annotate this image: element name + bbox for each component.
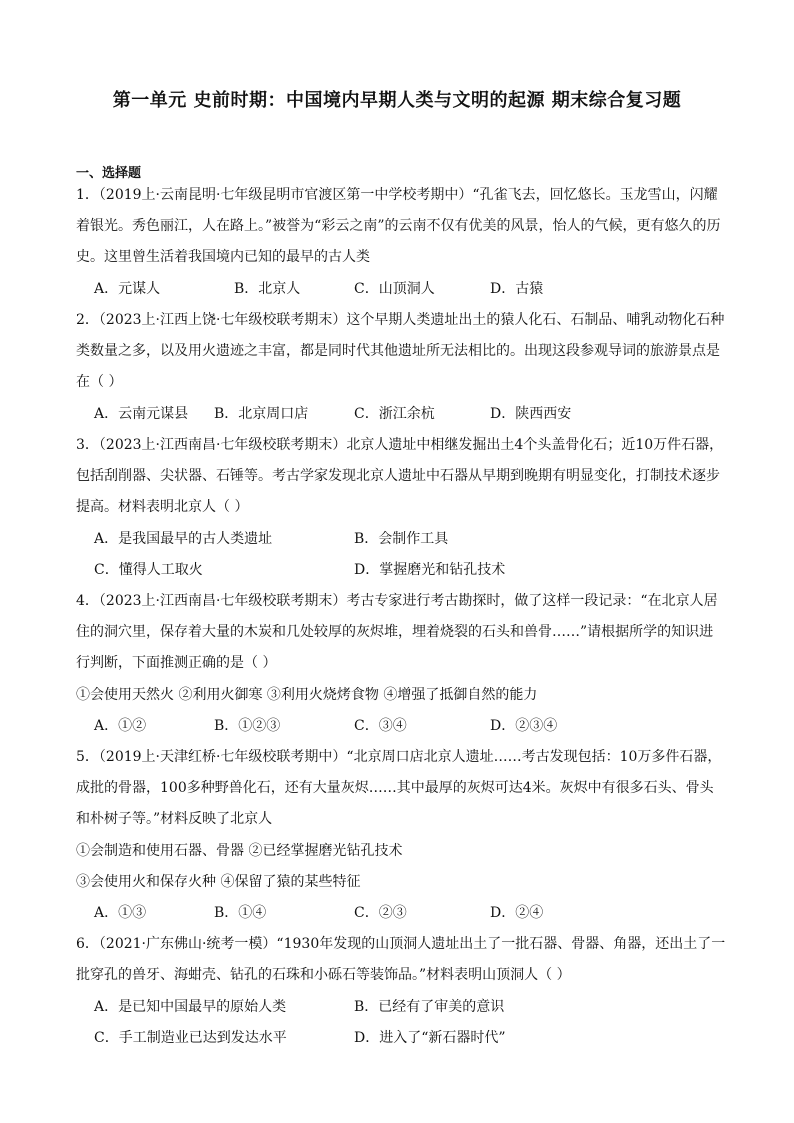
question-4-text: 4．（2023上·江西南昌·七年级校联考期末）考古专家进行考古勘探时，做了这样一段记录：“在北京人居住的洞穴里，保存着大量的木炭和几处较厚的灰烬堆，埋着烧裂的石头和兽骨……”请根据所学的知识进行判断，下面推测正确的是（ ）: [76, 593, 718, 671]
option-c[interactable]: C．③④: [354, 718, 407, 734]
option-b[interactable]: B．会制作工具: [354, 531, 449, 547]
question-6: [76, 929, 726, 991]
option-b[interactable]: B．北京周口店: [214, 406, 309, 422]
option-c[interactable]: C．懂得人工取火: [94, 562, 203, 578]
option-a[interactable]: A．是已知中国最早的原始人类: [94, 999, 287, 1015]
question-5-statements-2: ③会使用火和保存火种 ④保留了猿的某些特征: [76, 874, 361, 890]
question-3-text: 3．（2023上·江西南昌·七年级校联考期末）北京人遗址中相继发掘出土4个头盖骨化石；近10万件石器，包括刮削器、尖状器、石锤等。考古学家发现北京人遗址中石器从早期到晚期有明显变化，打制技术逐步提高。材料表明北京人（ ）: [76, 437, 724, 515]
question-2: [76, 305, 726, 398]
option-b[interactable]: B．已经有了审美的意识: [354, 999, 505, 1015]
option-a[interactable]: A．云南元谋县: [94, 406, 189, 422]
option-d[interactable]: D．陕西西安: [490, 406, 572, 422]
question-3: [76, 430, 726, 523]
option-d[interactable]: D．古猿: [490, 281, 544, 297]
question-6-text: 6．（2021·广东佛山·统考一模）“1930年发现的山顶洞人遗址出土了一批石器、骨器、角器，还出土了一批穿孔的兽牙、海蚶壳、钻孔的石珠和小砾石等装饰品。”材料表明山顶洞人（ ）: [76, 936, 726, 983]
option-d[interactable]: D．②③④: [490, 718, 558, 734]
option-d[interactable]: D．掌握磨光和钻孔技术: [354, 562, 506, 578]
option-c[interactable]: C．②③: [354, 905, 407, 921]
option-c[interactable]: C．浙江余杭: [354, 406, 435, 422]
option-a[interactable]: A．是我国最早的古人类遗址: [94, 531, 273, 547]
question-4-statements: ①会使用天然火 ②利用火御寒 ③利用火烧烤食物 ④增强了抵御自然的能力: [76, 687, 538, 703]
option-d[interactable]: D．进入了“新石器时代”: [354, 1030, 506, 1046]
question-5-text: 5．（2019上·天津红桥·七年级校联考期中）“北京周口店北京人遗址……考古发现包括：10万多件石器，成批的骨器，100多种野兽化石，还有大量灰烬……其中最厚的灰烬可达4米。灰烬中有很多石头、骨头和朴树子等。”材料反映了北京人: [76, 749, 722, 827]
option-a[interactable]: A．①③: [94, 905, 147, 921]
question-4: [76, 586, 726, 679]
option-c[interactable]: C．山顶洞人: [354, 281, 435, 297]
section-heading: 一、选择题: [76, 166, 142, 181]
question-5: [76, 742, 726, 835]
option-b[interactable]: B．北京人: [234, 281, 301, 297]
option-a[interactable]: A．①②: [94, 718, 147, 734]
question-2-text: 2．（2023上·江西上饶·七年级校联考期末）这个早期人类遗址出土的猿人化石、石制品、哺乳动物化石种类数量之多，以及用火遗迹之丰富，都是同时代其他遗址所无法相比的。出现这段参观导词的旅游景点是在（ ）: [76, 312, 725, 390]
option-b[interactable]: B．①②③: [214, 718, 281, 734]
option-a[interactable]: A．元谋人: [94, 281, 161, 297]
option-b[interactable]: B．①④: [214, 905, 267, 921]
page-title: 第一单元 史前时期：中国境内早期人类与文明的起源 期末综合复习题: [112, 90, 682, 111]
question-5-statements-1: ①会制造和使用石器、骨器 ②已经掌握磨光钻孔技术: [76, 843, 403, 859]
question-1: [76, 180, 726, 273]
option-d[interactable]: D．②④: [490, 905, 544, 921]
question-1-text: 1．（2019上·云南昆明·七年级昆明市官渡区第一中学校考期中）“孔雀飞去，回忆悠长。玉龙雪山，闪耀着银光。秀色丽江，人在路上。”被誉为“彩云之南”的云南不仅有优美的风景，怡人的气候，更有悠久的历史。这里曾生活着我国境内已知的最早的古人类: [76, 187, 721, 265]
option-c[interactable]: C．手工制造业已达到发达水平: [94, 1030, 287, 1046]
